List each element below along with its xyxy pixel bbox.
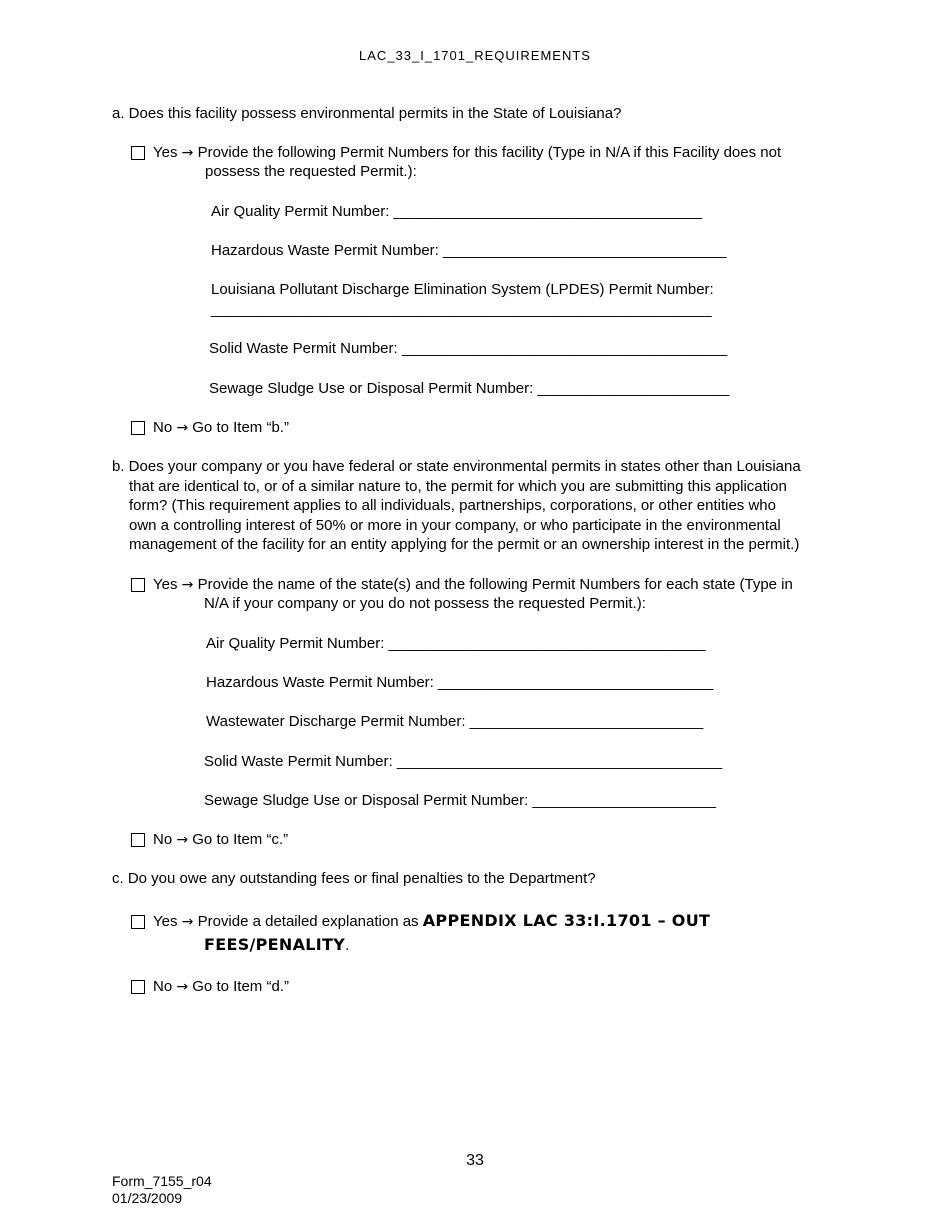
appendix-title-line-2: FEES/PENALITY [204, 935, 346, 954]
checkbox-a-yes[interactable] [131, 146, 145, 160]
checkbox-c-no[interactable] [131, 980, 145, 994]
form-date: 01/23/2009 [112, 1190, 183, 1206]
option-b-yes [153, 575, 793, 596]
question-a: a. Does this facility possess environmental permits in the State of Louisiana? [112, 105, 622, 122]
form-number: Form_7155_r04 [112, 1173, 212, 1189]
arrow-right-icon: → [176, 420, 189, 436]
question-b-line-4: own a controlling interest of 50% or more in your company, or who participate in the environmental [129, 517, 781, 534]
checkbox-b-yes[interactable] [131, 578, 145, 592]
field-b-hazardous-waste-permit[interactable]: Hazardous Waste Permit Number: _________________________________ [206, 674, 714, 691]
option-a-yes [153, 143, 781, 164]
yes-instruction: Provide the following Permit Numbers for this facility (Type in N/A if this Facility does not [197, 144, 782, 161]
field-b-air-quality-permit[interactable]: Air Quality Permit Number: ______________________________________ [206, 635, 706, 652]
option-b-no [153, 830, 288, 851]
field-a-sewage-sludge-permit[interactable]: Sewage Sludge Use or Disposal Permit Number: _______________________ [209, 380, 730, 397]
no-instruction: Go to Item “b.” [192, 419, 289, 436]
appendix-title-cont [204, 935, 349, 956]
appendix-title: APPENDIX LAC 33:I.1701 – OUT [422, 911, 711, 930]
field-a-air-quality-permit[interactable]: Air Quality Permit Number: _____________________________________ [211, 203, 703, 220]
no-label: No [153, 978, 173, 995]
option-c-yes [153, 911, 710, 933]
page-header: LAC_33_I_1701_REQUIREMENTS [359, 48, 591, 63]
period: . [345, 937, 350, 954]
field-a-solid-waste-permit[interactable]: Solid Waste Permit Number: _______________________________________ [209, 340, 728, 357]
yes-instruction: Provide the name of the state(s) and the following Permit Numbers for each state (Type in [197, 576, 793, 593]
checkbox-b-no[interactable] [131, 833, 145, 847]
yes-instruction-cont: possess the requested Permit.): [205, 163, 417, 180]
arrow-right-icon: → [181, 145, 194, 161]
option-c-no [153, 977, 289, 998]
arrow-right-icon: → [181, 914, 194, 930]
page-number: 33 [466, 1152, 484, 1169]
no-label: No [153, 831, 173, 848]
option-a-no [153, 418, 289, 439]
field-b-sewage-sludge-permit[interactable]: Sewage Sludge Use or Disposal Permit Number: ______________________ [204, 792, 717, 809]
no-label: No [153, 419, 173, 436]
yes-instruction-cont: N/A if your company or you do not possess the requested Permit.): [204, 595, 646, 612]
no-instruction: Go to Item “c.” [192, 831, 289, 848]
yes-label: Yes [153, 576, 178, 593]
question-b-line-5: management of the facility for an entity applying for the permit or an ownership interest in the permit.) [129, 536, 800, 553]
arrow-right-icon: → [176, 832, 189, 848]
yes-label: Yes [153, 913, 178, 930]
no-instruction: Go to Item “d.” [192, 978, 289, 995]
yes-label: Yes [153, 144, 178, 161]
field-a-lpdes-permit[interactable]: ____________________________________________________________ [211, 301, 712, 318]
arrow-right-icon: → [176, 979, 189, 995]
yes-instruction: Provide a detailed explanation as [197, 913, 419, 930]
field-b-wastewater-discharge-permit[interactable]: Wastewater Discharge Permit Number: ____________________________ [206, 713, 704, 730]
question-c: c. Do you owe any outstanding fees or final penalties to the Department? [112, 870, 596, 887]
checkbox-c-yes[interactable] [131, 915, 145, 929]
checkbox-a-no[interactable] [131, 421, 145, 435]
question-b-line-2: that are identical to, or of a similar nature to, the permit for which you are submitting this application [129, 478, 787, 495]
question-b-line-3: form? (This requirement applies to all individuals, partnerships, corporations, or other entities who [129, 497, 776, 514]
field-a-lpdes-label: Louisiana Pollutant Discharge Elimination System (LPDES) Permit Number: [211, 281, 714, 298]
question-b-line-1: b. Does your company or you have federal or state environmental permits in states other than Louisiana [112, 458, 801, 475]
arrow-right-icon: → [181, 577, 194, 593]
field-a-hazardous-waste-permit[interactable]: Hazardous Waste Permit Number: __________________________________ [211, 242, 727, 259]
field-b-solid-waste-permit[interactable]: Solid Waste Permit Number: _______________________________________ [204, 753, 723, 770]
